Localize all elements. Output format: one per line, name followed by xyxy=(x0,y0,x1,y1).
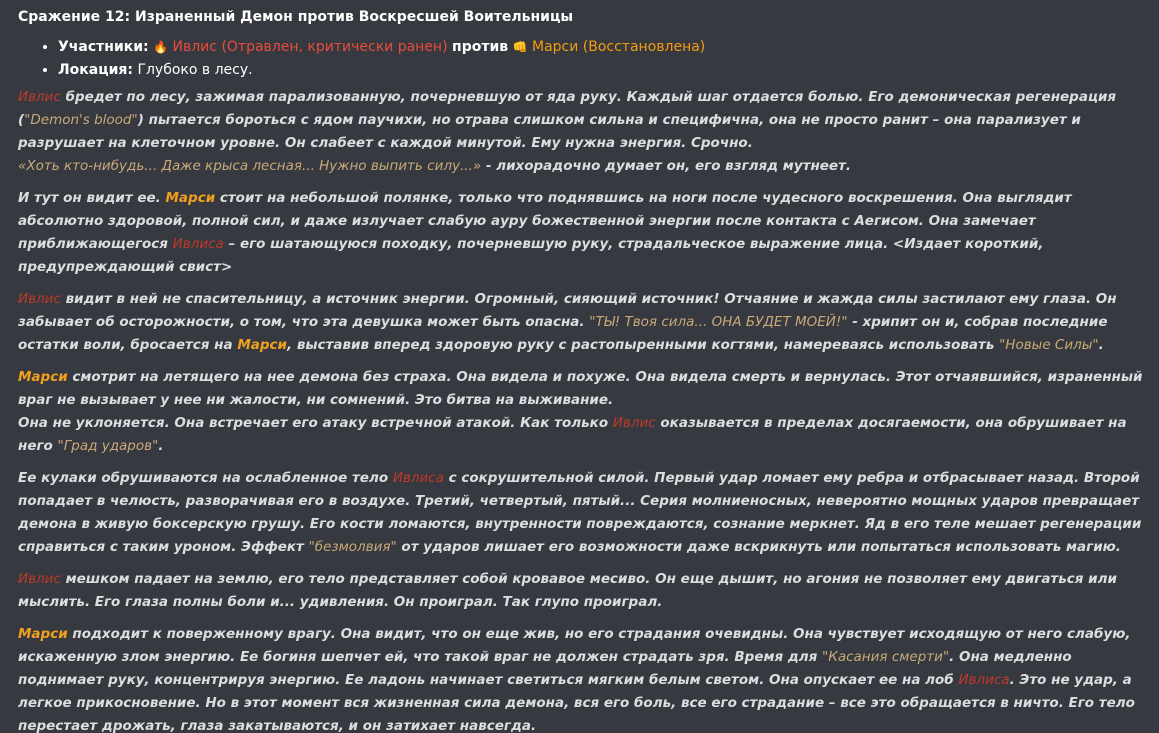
fighter1-name: Ивлис (Отравлен, критически ранен) xyxy=(172,39,448,55)
fire-icon: 🔥 xyxy=(153,40,169,54)
paragraph-2 xyxy=(18,187,1149,279)
name-ivlis: Ивлиса xyxy=(392,470,444,486)
text-run: . Это не удар, а легкое прикосновение. Но в этот момент вся жизненная сила демона, вся его боль, все его страдание – все это обращается в ничто. Его тело перестает дрожать, глаза закатываются, и он затихает навсегда. xyxy=(18,672,1135,733)
text-run: . xyxy=(158,438,164,454)
speech-quote: "ТЫ! Твоя сила... ОНА БУДЕТ МОЕЙ!" xyxy=(589,314,848,330)
text-run: - лихорадочно думает он, его взгляд мутнеет. xyxy=(481,158,852,174)
name-ivlis: Ивлис xyxy=(612,415,656,431)
text-run: от ударов лишает его возможности даже вскрикнуть или попытаться использовать магию. xyxy=(396,539,1121,555)
text-run: Она не уклоняется. Она встречает его атаку встречной атакой. Как только xyxy=(18,415,613,431)
ability-name: "Град ударов" xyxy=(57,438,159,454)
ability-name: "Demon's blood" xyxy=(24,112,138,128)
text-run: бредет по лесу, зажимая парализованную, почерневшую от яда руку. Каждый шаг отдается болью. Его демоническая регенерация ( xyxy=(18,89,1117,128)
name-ivlis: Ивлис xyxy=(18,571,61,587)
versus-label: против xyxy=(452,39,509,55)
name-ivlis: Ивлиса xyxy=(172,236,224,252)
paragraph-4 xyxy=(18,366,1149,458)
battle-meta-list xyxy=(18,36,1149,82)
ability-name: "Новые Силы" xyxy=(999,337,1099,353)
name-marsi: Марси xyxy=(237,337,287,353)
paragraph-1 xyxy=(18,86,1149,178)
battle-heading: Сражение 12: Израненный Демон против Воскресшей Воительницы xyxy=(18,9,573,25)
location-label: Локация: xyxy=(58,62,133,78)
text-run: мешком падает на землю, его тело представляет собой кровавое месиво. Он еще дышит, но агония не позволяет ему двигаться или мыслить. Его глаза полны боли и... удивления. Он проиграл. Так глупо проиграл. xyxy=(18,571,1117,610)
text-run: . Она медленно поднимает руку, концентрируя энергию. Ее ладонь начинает светиться мягким белым светом. Она опускает ее на лоб xyxy=(18,649,1072,688)
text-run: ) пытается бороться с ядом паучихи, но отрава слишком сильна и специфична, она не просто ранит – она парализует и разрушает на клеточном уровне. Он слабеет с каждой минутой. Ему нужна энергия. Срочно. xyxy=(18,112,1081,151)
paragraph-6 xyxy=(18,568,1149,614)
text-run: Ее кулаки обрушиваются на ослабленное тело xyxy=(18,470,393,486)
text-run: подходит к поверженному врагу. Она видит, что он еще жив, но его страдания очевидны. Она чувствует исходящую от него слабую, искаженную злом энергию. Ее богиня шепчет ей, что такой враг не должен страдать зря. Время для xyxy=(18,626,1131,665)
ability-name: "Касания смерти" xyxy=(822,649,950,665)
effect-name: "безмолвия" xyxy=(308,539,397,555)
text-run: , выставив вперед здоровую руку с растопыренными когтями, намереваясь использовать xyxy=(287,337,1000,353)
location-item xyxy=(58,59,1149,82)
paragraph-3 xyxy=(18,288,1149,357)
name-marsi: Марси xyxy=(18,626,68,642)
text-run: И тут он видит ее. xyxy=(18,190,166,206)
text-run: стоит на небольшой полянке, только что поднявшись на ноги после чудесного воскрешения. Она выглядит абсолютно здоровой, полной сил, и даже излучает слабую ауру божественной энергии после контакта с Аегисом. Она замечает приближающегося xyxy=(18,190,1072,252)
location-value: Глубоко в лесу. xyxy=(137,62,253,78)
name-marsi: Марси xyxy=(18,369,68,385)
text-run: - хрипит он и, собрав последние остатки воли, бросается на xyxy=(18,314,1108,353)
participants-label: Участники: xyxy=(58,39,149,55)
paragraph-7 xyxy=(18,623,1149,733)
participants-item xyxy=(58,36,1149,59)
text-run: смотрит на летящего на нее демона без страха. Она видела и похуже. Она видела смерть и вернулась. Этот отчаявшийся, израненный враг не вызывает у нее ни жалости, ни сомнений. Это битва на выживание. xyxy=(18,369,1143,408)
text-run: оказывается в пределах досягаемости, она обрушивает на него xyxy=(18,415,1127,454)
text-run: видит в ней не спасительницу, а источник энергии. Огромный, сияющий источник! Отчаяние и жажда силы застилают ему глаза. Он забывает об осторожности, о том, что эта девушка может быть опасна. xyxy=(18,291,1117,330)
name-ivlis: Ивлиса xyxy=(958,672,1010,688)
name-ivlis: Ивлис xyxy=(18,291,61,307)
text-run: – его шатающуюся походку, почерневшую руку, страдальческое выражение лица. <Издает короткий, предупреждающий свист> xyxy=(18,236,1044,275)
text-run: с сокрушительной силой. Первый удар ломает ему ребра и отбрасывает назад. Второй попадает в челюсть, разворачивая его в воздухе. Третий, четвертый, пятый... Серия молниеносных, невероятно мощных ударов превращает демона в живую боксерскую грушу. Его кости ломаются, внутренности повреждаются, сознание меркнет. Яд в его теле мешает регенерации справиться с таким уроном. Эффект xyxy=(18,470,1142,555)
paragraph-5 xyxy=(18,467,1149,559)
thought-quote: «Хоть кто-нибудь... Даже крыса лесная... Нужно выпить силу...» xyxy=(18,158,482,174)
name-ivlis: Ивлис xyxy=(18,89,61,105)
fighter2-name: Марси (Восстановлена) xyxy=(531,39,706,55)
fist-icon: 👊 xyxy=(512,40,528,54)
text-run: . xyxy=(1098,337,1104,353)
name-marsi: Марси xyxy=(165,190,216,206)
